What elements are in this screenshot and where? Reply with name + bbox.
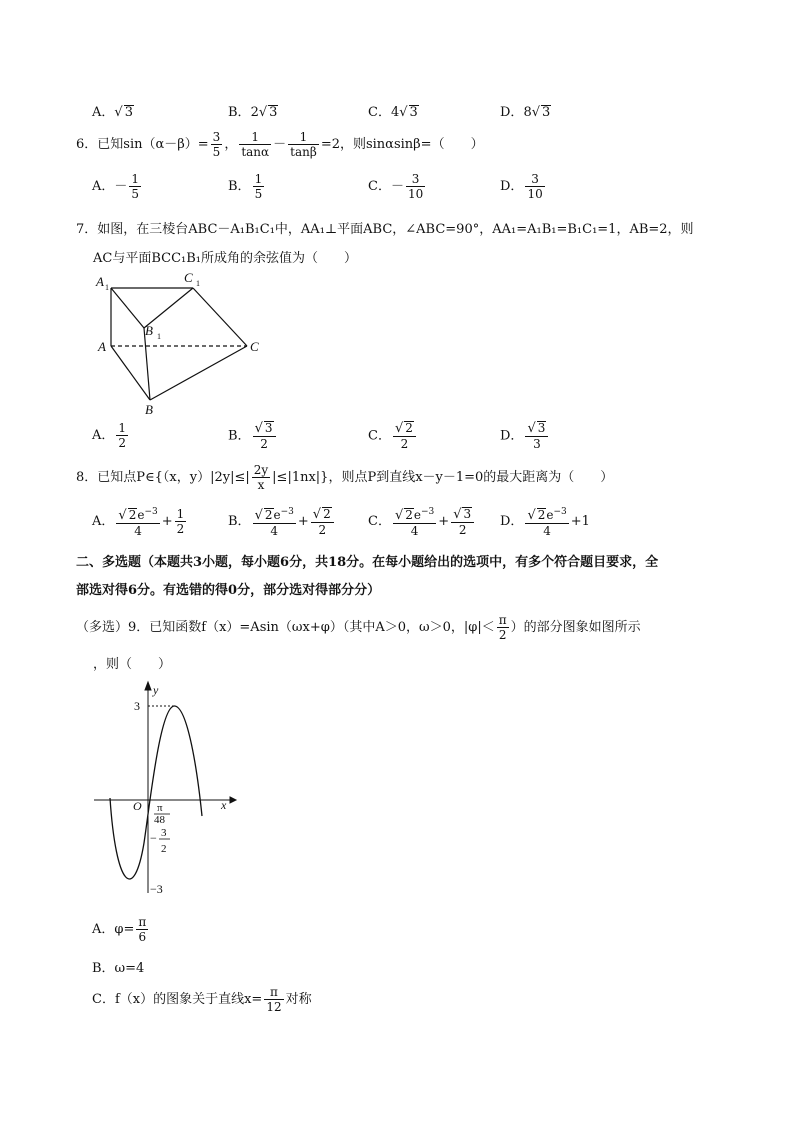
q6-stem: 6．已知sin（α－β）= $\frac{3}{5}$ ， $\frac{1}{\tan\alpha}$ － $\frac{1}{\tan\beta}$ =2，则sinαsinβ=（ ） [76,130,484,159]
edge-bc [150,346,247,400]
q5-option-d: D．8√ 3 [500,105,551,120]
label-a: A [98,339,106,354]
q8-option-a: A． $\frac{√ 2e^{-3}}{4}$ + $\frac{1}{2}$ [92,507,185,538]
label-b: B [145,402,153,417]
q9-option-c: C．f（x）的图象关于直线x= $\frac{\pi}{12}$ 对称 [92,985,312,1014]
q5-option-c: C．4√ 3 [368,105,418,120]
q7-stem-line2: AC与平面BCC₁B₁所成角的余弦值为（ ） [93,251,357,266]
q9-stem-line2: ，则（ ） [93,657,172,672]
edge-ab [111,346,150,400]
q8-stem: 8．已知点P∈{（x，y）|2y|≤| $\frac{2y}{x}$ |≤|1nx|}，则点P到直线x－y－1=0的最大距离为（ ） [76,463,614,492]
x-axis-arrow [230,797,236,803]
sine-curve [110,706,202,879]
label-c1-sub: 1 [196,279,200,288]
q9-option-b: B．ω=4 [92,961,145,976]
q7-option-c: C． $\frac{√ 2}{2}$ [368,421,418,451]
q9-option-a: A．φ= $\frac{\pi}{6}$ [92,915,147,944]
label-c: C [250,339,259,354]
edge-bb1 [144,328,150,400]
edge-a1b1 [111,288,144,328]
q6-option-b: B． $\frac{1}{5}$ [228,172,263,201]
y-axis-arrow [145,682,151,690]
q8-option-b: B． $\frac{√ 2e^{-3}}{4}$ + $\frac{√ 2}{2}$ [228,505,336,538]
section2-header-line2: 部选对得6分。有选错的得0分，部分选对得部分分） [76,583,381,598]
q7-stem-line1: 7．如图，在三棱台ABC－A₁B₁C₁中，AA₁⊥平面ABC，∠ABC=90°，AA₁=A₁B₁=B₁C₁=1，AB=2，则 [76,222,694,237]
q5-option-b: B．2√ 3 [228,105,278,120]
pi-num: π [157,802,163,814]
label-b1: B [145,323,153,338]
q6-option-c: C．－ $\frac{3}{10}$ [368,172,424,201]
label-a1: A [96,274,104,289]
pi-den: 48 [154,814,165,826]
q6-option-d: D． $\frac{3}{10}$ [500,172,543,201]
half-den: 2 [161,843,167,855]
section2-header-line1: 二、多选题（本题共3小题，每小题6分，共18分。在每小题给出的选项中，有多个符合题目要求，全 [76,555,659,570]
q6-option-a: A．－ $\frac{1}{5}$ [92,172,140,201]
half-sign: − [150,831,157,845]
edge-b1c1 [144,288,193,328]
label-a1-sub: 1 [105,283,109,292]
q7-frustum-figure [92,268,272,420]
y-min-label: −3 [150,882,163,896]
q5-option-a: A．√ 3 [92,105,133,120]
label-b1-sub: 1 [157,332,161,341]
y-axis-label: y [153,683,159,697]
q9-sine-graph [90,678,240,900]
x-axis-label: x [221,798,227,812]
q7-option-a: A． $\frac{1}{2}$ [92,421,127,450]
half-num: 3 [161,827,167,839]
q8-option-d: D． $\frac{√ 2e^{-3}}{4}$ +1 [500,507,590,538]
q7-option-d: D． $\frac{√ 3}{3}$ [500,421,550,451]
edge-cc1 [193,288,247,346]
label-c1: C [184,270,193,285]
q9-stem: （多选）9．已知函数f（x）=Asin（ωx+φ）（其中A＞0，ω＞0，|φ|＜ $\frac{\pi}{2}$ ）的部分图象如图所示 [76,613,641,642]
y-max-label: 3 [134,699,140,713]
q8-option-c: C． $\frac{√ 2e^{-3}}{4}$ + $\frac{√ 3}{2}$ [368,505,476,538]
q7-option-b: B． $\frac{√ 3}{2}$ [228,421,278,451]
origin-label: O [133,799,142,813]
